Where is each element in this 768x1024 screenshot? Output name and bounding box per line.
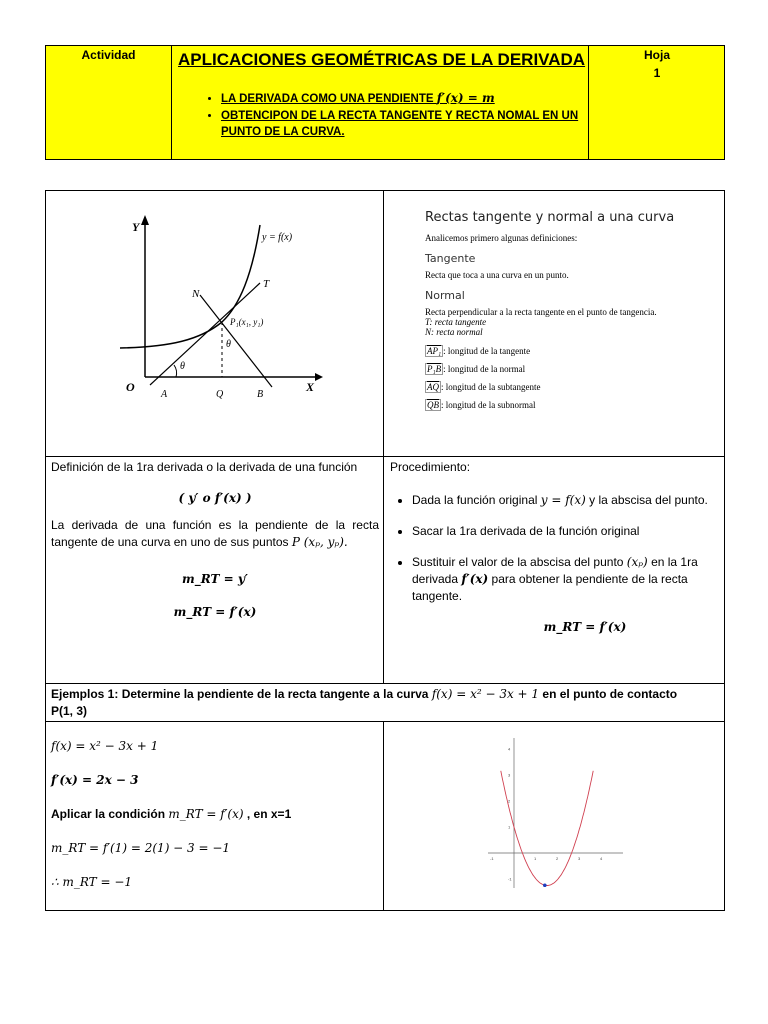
evaluation-line: m_RT = f′(1) = 2(1) − 3 = −1 [51, 841, 231, 855]
header-table [45, 45, 725, 160]
t-definition: T: recta tangente [425, 317, 487, 327]
curve-label: y = f(x) [262, 232, 293, 243]
procedure-heading: Procedimiento: [390, 460, 471, 474]
hoja-cell [588, 46, 725, 159]
y-tick-label: 2 [508, 798, 511, 804]
list-item: P₁B : longitud de la normal [427, 364, 526, 374]
x-tick-label: 1 [534, 856, 537, 861]
y-tick-label: 4 [508, 746, 511, 752]
theta-label: θ [226, 339, 231, 350]
origin-label: O [126, 380, 135, 394]
divider [383, 190, 384, 683]
divider [383, 721, 384, 911]
y-tick-label: -1 [508, 876, 512, 882]
list-item: • Dada la función original y = f(x) y la abscisa del punto. [412, 492, 720, 509]
list-item: AP₁ : longitud de la tangente [427, 346, 531, 356]
actividad-cell [46, 46, 172, 159]
point-p-label: P₁(x₁, y₁) [230, 317, 264, 327]
header-bullet: • OBTENCIPON DE LA RECTA TANGENTE Y RECTA NOMAL EN UN PUNTO DE LA CURVA. [221, 108, 601, 140]
parabola-plot [480, 733, 630, 893]
hoja-number: 1 [653, 66, 661, 80]
x-tick-label: 3 [578, 856, 581, 861]
x-axis-arrow [315, 373, 323, 381]
x-tick-label: -1 [490, 856, 494, 861]
n-definition: N: recta normal [425, 327, 483, 337]
divider [45, 456, 725, 457]
result-line: ∴ m_RT = −1 [51, 875, 133, 889]
function-line: f(x) = x² − 3x + 1 [51, 739, 159, 753]
x-tick-label: 2 [556, 856, 559, 861]
plot-ticks [490, 747, 603, 882]
y-axis-arrow [141, 215, 149, 225]
point-q-label: Q [216, 389, 224, 400]
lengths-list [425, 342, 715, 414]
tangente-text: Recta que toca a una curva en un punto. [425, 270, 569, 280]
definitions-intro: Analicemos primero algunas definiciones: [425, 233, 578, 243]
definition-paragraph: La derivada de una función es la pendiente de la recta tangente de una curva en uno de sus puntos P (xₚ, yₚ). [51, 518, 379, 549]
hoja-label: Hoja [643, 48, 670, 62]
procedure-equation: m_RT = f′(x) [543, 620, 627, 634]
y-tick-label: 3 [508, 772, 511, 778]
procedure-panel [390, 459, 720, 636]
equation-mrt-fx: m_RT = f′(x) [173, 605, 257, 619]
curve-fx [120, 225, 260, 348]
point-b-label: B [257, 389, 264, 400]
point-a-label: A [161, 389, 168, 400]
definition-panel [51, 459, 379, 621]
tangent-normal-diagram [110, 205, 330, 405]
derivative-notation: ( y′ o f′(x) ) [178, 491, 252, 505]
tangent-line [150, 283, 260, 385]
parabola-curve [501, 771, 593, 886]
equation-mrt-y: m_RT = y′ [182, 572, 248, 586]
tangent-label: T [263, 278, 270, 290]
derivative-line: f′(x) = 2x − 3 [51, 773, 139, 787]
tangente-heading: Tangente [425, 252, 476, 265]
contact-point [543, 883, 547, 887]
definitions-title: Rectas tangente y normal a una curva [425, 210, 675, 225]
header-bullet: • LA DERIVADA COMO UNA PENDIENTE f′(x) = m [221, 90, 601, 107]
divider [45, 721, 725, 722]
divider [45, 683, 725, 684]
x-axis-label: X [306, 380, 315, 394]
list-item: • Sacar la 1ra derivada de la función original [412, 523, 720, 540]
normal-label: N [192, 288, 200, 300]
theta-label: θ [180, 361, 185, 372]
definitions-panel [425, 210, 715, 414]
normal-line [200, 295, 272, 387]
header-bullets [201, 90, 601, 141]
theta-arc [174, 365, 177, 377]
condition-line: Aplicar la condición m_RT = f′(x) , en x=1 [51, 807, 292, 821]
procedure-steps [390, 492, 720, 605]
page-title: APLICACIONES GEOMÉTRICAS DE LA DERIVADA [178, 50, 586, 69]
normal-heading: Normal [425, 289, 465, 302]
x-tick-label: 4 [600, 856, 603, 861]
definition-heading: Definición de la 1ra derivada o la derivada de una función [51, 460, 358, 474]
list-item: $\overline{QB}$ : longitud de la subnormal [427, 400, 536, 410]
list-item: • Sustituir el valor de la abscisa del punto (xₚ) en la 1ra derivada f′(x) para obtener la pendiente de la recta tangente. [412, 554, 720, 605]
list-item: $\overline{AQ}$ : longitud de la subtangente [427, 382, 541, 392]
y-axis-label: Y [132, 220, 140, 234]
example-solution [51, 738, 379, 891]
example-heading: Ejemplos 1: Determine la pendiente de la recta tangente a la curva f(x) = x² − 3x + 1 en el punto de contacto P(1, 3) [51, 687, 678, 718]
normal-text: Recta perpendicular a la recta tangente en el punto de tangencia. [425, 307, 657, 317]
actividad-label: Actividad [81, 48, 136, 62]
y-tick-label: 1 [508, 824, 511, 830]
